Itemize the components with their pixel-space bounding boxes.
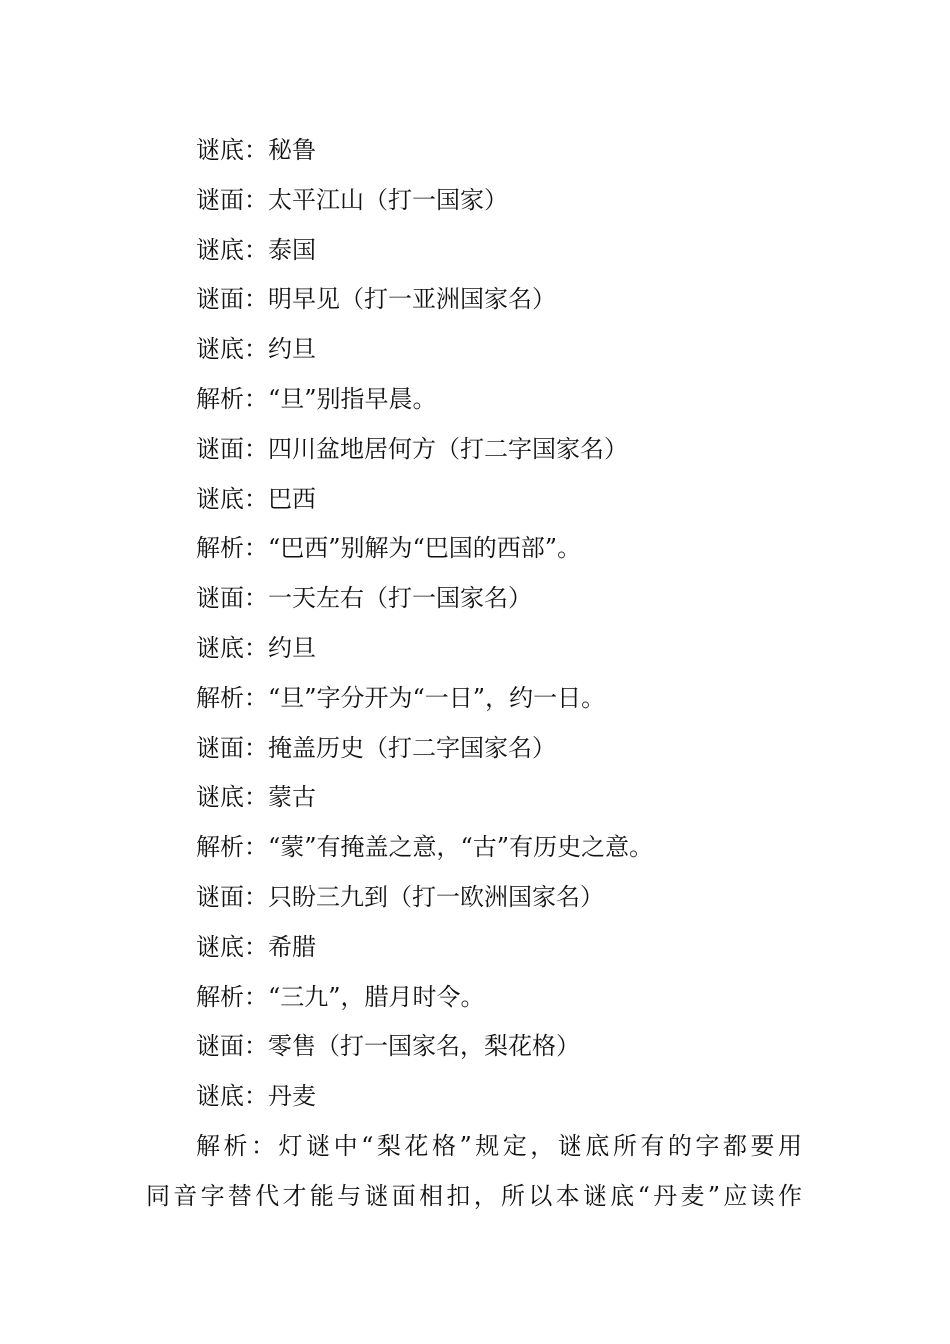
paragraph-line-2: 同音字替代才能与谜面相扣，所以本谜底“丹麦”应读作 [146, 1181, 802, 1210]
riddle-line: 谜底：秘鲁 [196, 136, 316, 164]
riddle-line: 谜面：掩盖历史（打二字国家名） [196, 733, 556, 762]
riddle-line: 谜面：太平江山（打一国家） [196, 185, 508, 214]
riddle-line: 谜底：巴西 [196, 484, 316, 513]
riddle-line: 解析：“旦”字分开为“一日”，约一日。 [196, 683, 606, 712]
riddle-line: 谜面：零售（打一国家名，梨花格） [196, 1032, 580, 1061]
riddle-line: 谜底：约旦 [196, 633, 316, 662]
riddle-line: 解析：“三九”，腊月时令。 [196, 982, 485, 1011]
riddle-line: 解析：“蒙”有掩盖之意，“古”有历史之意。 [196, 833, 654, 862]
riddle-line: 谜面：只盼三九到（打一欧洲国家名） [196, 882, 604, 911]
riddle-line: 谜底：蒙古 [196, 783, 316, 812]
riddle-line: 谜面：四川盆地居何方（打二字国家名） [196, 434, 628, 463]
riddle-line: 谜底：泰国 [196, 235, 316, 264]
paragraph-line-1: 解析：灯谜中“梨花格”规定，谜底所有的字都要用 [196, 1131, 802, 1160]
riddle-line: 谜面：明早见（打一亚洲国家名） [196, 285, 556, 314]
riddle-list [146, 126, 806, 1222]
riddle-line: 谜底：希腊 [196, 932, 316, 961]
riddle-line: 解析：“旦”别指早晨。 [196, 384, 437, 413]
riddle-line: 谜底：丹麦 [196, 1082, 316, 1111]
riddle-line: 解析：“巴西”别解为“巴国的西部”。 [196, 534, 582, 563]
explanation-paragraph [146, 1122, 802, 1222]
riddle-line: 谜底：约旦 [196, 335, 316, 364]
riddle-line: 谜面：一天左右（打一国家名） [196, 584, 532, 613]
